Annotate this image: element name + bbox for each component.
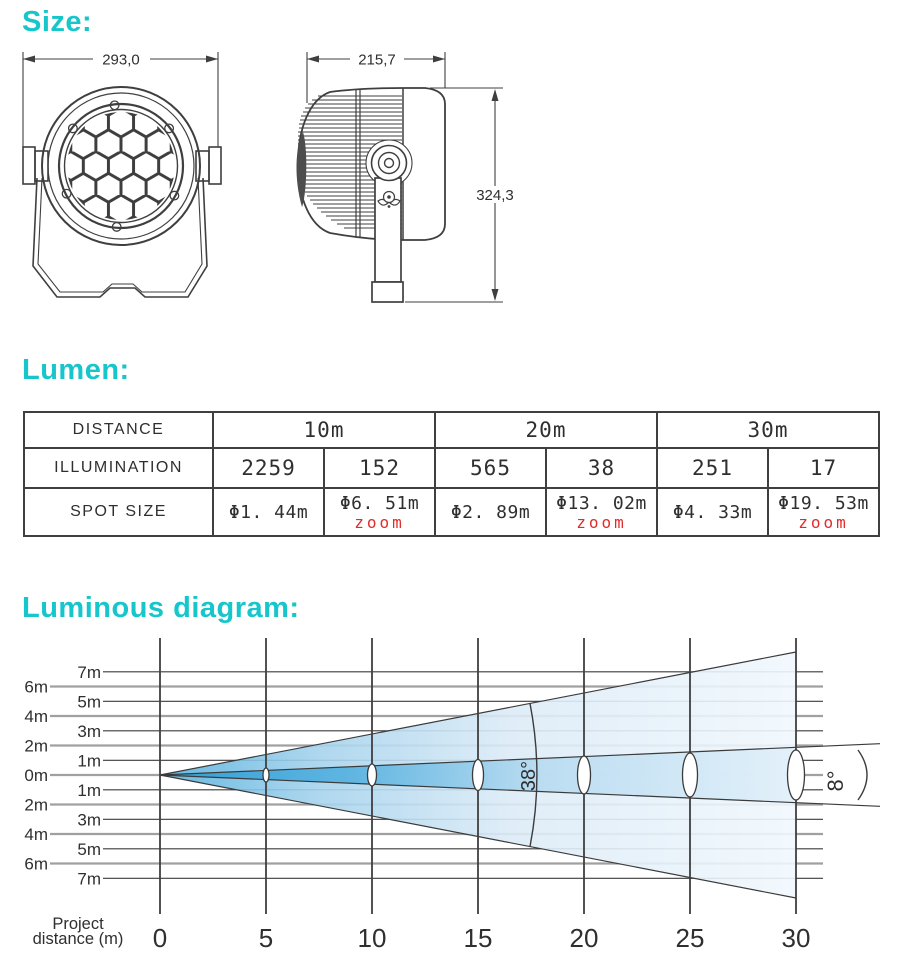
y-tick-label: 2m: [24, 795, 48, 815]
y-tick-label: 1m: [77, 751, 101, 771]
distance-cell: 20m: [435, 412, 657, 448]
y-tick-label: 6m: [24, 854, 48, 874]
front-view-drawing: [23, 52, 221, 298]
honeycomb-lens: [67, 112, 175, 220]
side-height-dim-label: 324,3: [476, 187, 514, 204]
illumination-cell: 38: [546, 448, 657, 488]
y-tick-label: 3m: [77, 721, 101, 741]
spot-size-cell: [546, 488, 657, 536]
x-axis-title: [33, 915, 124, 948]
lumen-table: [23, 411, 880, 537]
luminous-heading: Luminous diagram:: [22, 592, 300, 624]
spot-size-cell: [657, 488, 768, 536]
illumination-cell: 17: [768, 448, 879, 488]
y-tick-label: 5m: [77, 692, 101, 712]
table-row-spot-size: [24, 488, 879, 536]
angle-8-arc: [858, 750, 867, 800]
y-tick-label: 7m: [77, 662, 101, 682]
front-width-dim-label: 293,0: [102, 51, 140, 69]
x-tick-label: 20: [569, 923, 599, 953]
size-heading: Size:: [22, 6, 93, 38]
y-tick-label: 4m: [24, 825, 48, 844]
spot-size-cell: [768, 488, 879, 536]
luminous-diagram: [0, 630, 900, 958]
table-row-distance: [24, 412, 879, 448]
distance-cell: 10m: [213, 412, 435, 448]
row-header-spot-size: SPOT SIZE: [24, 488, 213, 536]
y-tick-label: 2m: [24, 736, 48, 756]
row-header-illumination: ILLUMINATION: [24, 448, 213, 488]
x-tick-label: 0: [152, 923, 168, 953]
zoom-label: zoom: [798, 513, 849, 532]
illumination-cell: 152: [324, 448, 435, 488]
lumen-heading: Lumen:: [22, 354, 130, 386]
spot-size-value: Φ1. 44m: [228, 501, 309, 523]
spot-size-value: Φ13. 02m: [556, 493, 647, 514]
x-tick-label: 5: [258, 923, 274, 953]
y-tick-label: 7m: [77, 869, 101, 889]
x-tick-label: 30: [781, 923, 811, 953]
y-tick-label: 4m: [24, 707, 48, 726]
distance-cell: 30m: [657, 412, 879, 448]
spot-size-value: Φ6. 51m: [339, 493, 420, 514]
x-axis-labels: [153, 923, 811, 953]
angle-38-label: 38°: [518, 760, 540, 792]
rear-lens-crescent: [296, 132, 306, 207]
side-view-drawing: [296, 52, 513, 303]
illumination-cell: 251: [657, 448, 768, 488]
x-tick-label: 10: [357, 923, 387, 953]
y-tick-label: 0m: [24, 766, 48, 785]
illumination-cell: 565: [435, 448, 546, 488]
side-width-dim-label: 215,7: [358, 51, 396, 69]
y-tick-label: 5m: [77, 839, 101, 859]
angle-8-label: 8°: [823, 770, 848, 792]
spot-size-value: Φ19. 53m: [778, 493, 869, 514]
y-tick-label: 3m: [77, 810, 101, 830]
zoom-label: zoom: [576, 513, 627, 532]
table-row-illumination: [24, 448, 879, 488]
x-axis-title-line: distance (m): [32, 930, 124, 948]
y-tick-label: 6m: [24, 677, 48, 697]
zoom-label: zoom: [354, 513, 405, 532]
spot-size-cell: [213, 488, 324, 536]
x-tick-label: 25: [675, 923, 705, 953]
illumination-cell: 2259: [213, 448, 324, 488]
y-tick-label: 1m: [77, 780, 101, 800]
spot-size-cell: [435, 488, 546, 536]
tilt-knob: [372, 146, 407, 181]
size-drawings: [0, 0, 900, 340]
spot-size-cell: [324, 488, 435, 536]
row-header-distance: DISTANCE: [24, 412, 213, 448]
spot-size-value: Φ4. 33m: [672, 501, 753, 523]
x-axis-title-line: Project: [52, 915, 104, 933]
spot-size-value: Φ2. 89m: [450, 501, 531, 523]
x-tick-label: 15: [463, 923, 493, 953]
y-axis-labels-outer: [24, 678, 48, 874]
